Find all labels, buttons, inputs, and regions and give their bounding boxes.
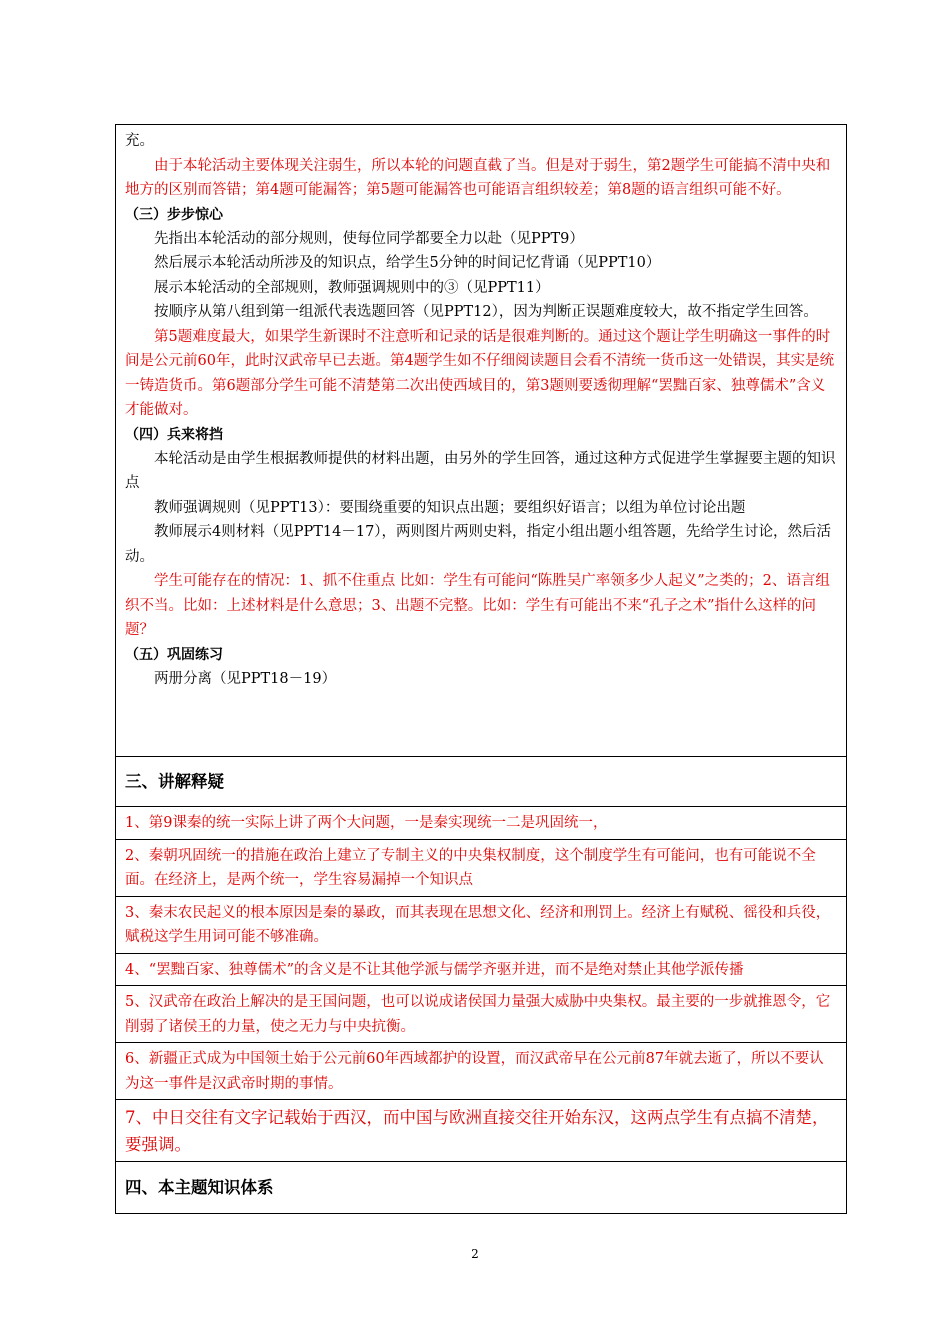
paragraph-memorize: 然后展示本轮活动所涉及的知识点，给学生5分钟的时间记忆背诵（见PPT10） — [154, 255, 661, 271]
explain-item-4: 4、“罢黜百家、独尊儒术”的含义是不让其他学派与儒学齐驱并进，而不是绝对禁止其他学派传播 — [125, 961, 744, 978]
paragraph-activity-desc: 本轮活动是由学生根据教师提供的材料出题，由另外的学生回答，通过这种方式促进学生掌握要主题的知识点 — [125, 450, 836, 491]
explain-row — [116, 807, 847, 840]
explain-item-5: 5、汉武帝在政治上解决的是王国问题，也可以说成诸侯国力量强大威胁中央集权。最主要的一步就推恩令，它削弱了诸侯王的力量，使之无力与中央抗衡。 — [125, 994, 831, 1035]
activity-row — [116, 125, 847, 757]
section4-title-cell — [116, 1162, 847, 1214]
page-number: 2 — [471, 1247, 479, 1261]
section4-title-row — [116, 1162, 847, 1214]
paragraph-full-rules: 展示本轮活动的全部规则，教师强调规则中的③（见PPT11） — [154, 279, 550, 296]
explain-row — [116, 953, 847, 986]
heading-step-4: （四）兵来将挡 — [125, 426, 223, 443]
explain-item-6: 6、新疆正式成为中国领土始于公元前60年西域都护的设置，而汉武帝早在公元前87年就去逝了，所以不要认为这一事件是汉武帝时期的事情。 — [125, 1051, 824, 1092]
heading-step-5: （五）巩固练习 — [125, 646, 223, 663]
explain-cell — [116, 807, 847, 840]
explain-cell — [116, 1100, 847, 1162]
paragraph-materials: 教师展示4则材料（见PPT14－17），两则图片两则史料，指定小组出题小组答题，先给学生讨论，然后活动。 — [125, 524, 832, 565]
paragraph-order: 按顺序从第八组到第一组派代表选题回答（见PPT12），因为判断正误题难度较大，故不指定学生回答。 — [154, 304, 818, 320]
explain-cell — [116, 896, 847, 953]
lesson-plan-table — [115, 124, 847, 1214]
activity-cell — [116, 125, 847, 757]
explain-cell — [116, 986, 847, 1043]
section3-title: 三、讲解释疑 — [125, 772, 224, 791]
heading-step-3: （三）步步惊心 — [125, 206, 223, 223]
explain-row — [116, 839, 847, 896]
paragraph-teacher-rules: 教师强调规则（见PPT13）：要围绕重要的知识点出题；要组织好语言；以组为单位讨论出题 — [154, 499, 746, 516]
explain-cell — [116, 953, 847, 986]
paragraph-weak-students-note: 由于本轮活动主要体现关注弱生，所以本轮的问题直截了当。但是对于弱生，第2题学生可能搞不清中央和地方的区别而答错；第4题可能漏答；第5题可能漏答也可能语言组织较差；第8题的语言组织可能不好。 — [125, 157, 831, 198]
section3-title-row — [116, 757, 847, 807]
paragraph-practice: 两册分离（见PPT18－19） — [154, 670, 337, 687]
explain-cell — [116, 1043, 847, 1100]
explain-row — [116, 1100, 847, 1162]
section3-title-cell — [116, 757, 847, 807]
section4-title: 四、本主题知识体系 — [125, 1178, 274, 1197]
explain-cell — [116, 839, 847, 896]
page-body — [115, 124, 847, 1214]
explain-item-1: 1、第9课秦的统一实际上讲了两个大问题，一是秦实现统一二是巩固统一， — [125, 815, 608, 831]
explain-row — [116, 896, 847, 953]
paragraph-possible-issues: 学生可能存在的情况：1、抓不住重点 比如：学生有可能问“陈胜吴广率领多少人起义”之类的；2、语言组织不当。比如：上述材料是什么意思；3、出题不完整。比如：学生有可能出不来“孔子之术”指什么这样的问题？ — [125, 573, 830, 638]
explain-row — [116, 986, 847, 1043]
explain-row — [116, 1043, 847, 1100]
paragraph-difficulty-note: 第5题难度最大，如果学生新课时不注意听和记录的话是很难判断的。通过这个题让学生明确这一事件的时间是公元前60年，此时汉武帝早已去逝。第4题学生如不仔细阅读题目会看不清统一货币这一处错误，其实是统一铸造货币。第6题部分学生可能不清楚第二次出使西域目的，第3题则要透彻理解“罢黜百家、独尊儒术”含义才能做对。 — [125, 328, 835, 418]
paragraph-rules-intro: 先指出本轮活动的部分规则，使每位同学都要全力以赴（见PPT9） — [154, 230, 584, 247]
explain-item-7: 7、中日交往有文字记载始于西汉，而中国与欧洲直接交往开始东汉，这两点学生有点搞不清楚，要强调。 — [125, 1108, 829, 1154]
paragraph-continuation: 充。 — [125, 133, 154, 149]
explain-item-3: 3、秦末农民起义的根本原因是秦的暴政，而其表现在思想文化、经济和刑罚上。经济上有赋税、徭役和兵役，赋税这学生用词可能不够准确。 — [125, 904, 831, 945]
explain-item-2: 2、秦朝巩固统一的措施在政治上建立了专制主义的中央集权制度，这个制度学生有可能问，也有可能说不全面。在经济上，是两个统一，学生容易漏掉一个知识点 — [125, 847, 816, 888]
